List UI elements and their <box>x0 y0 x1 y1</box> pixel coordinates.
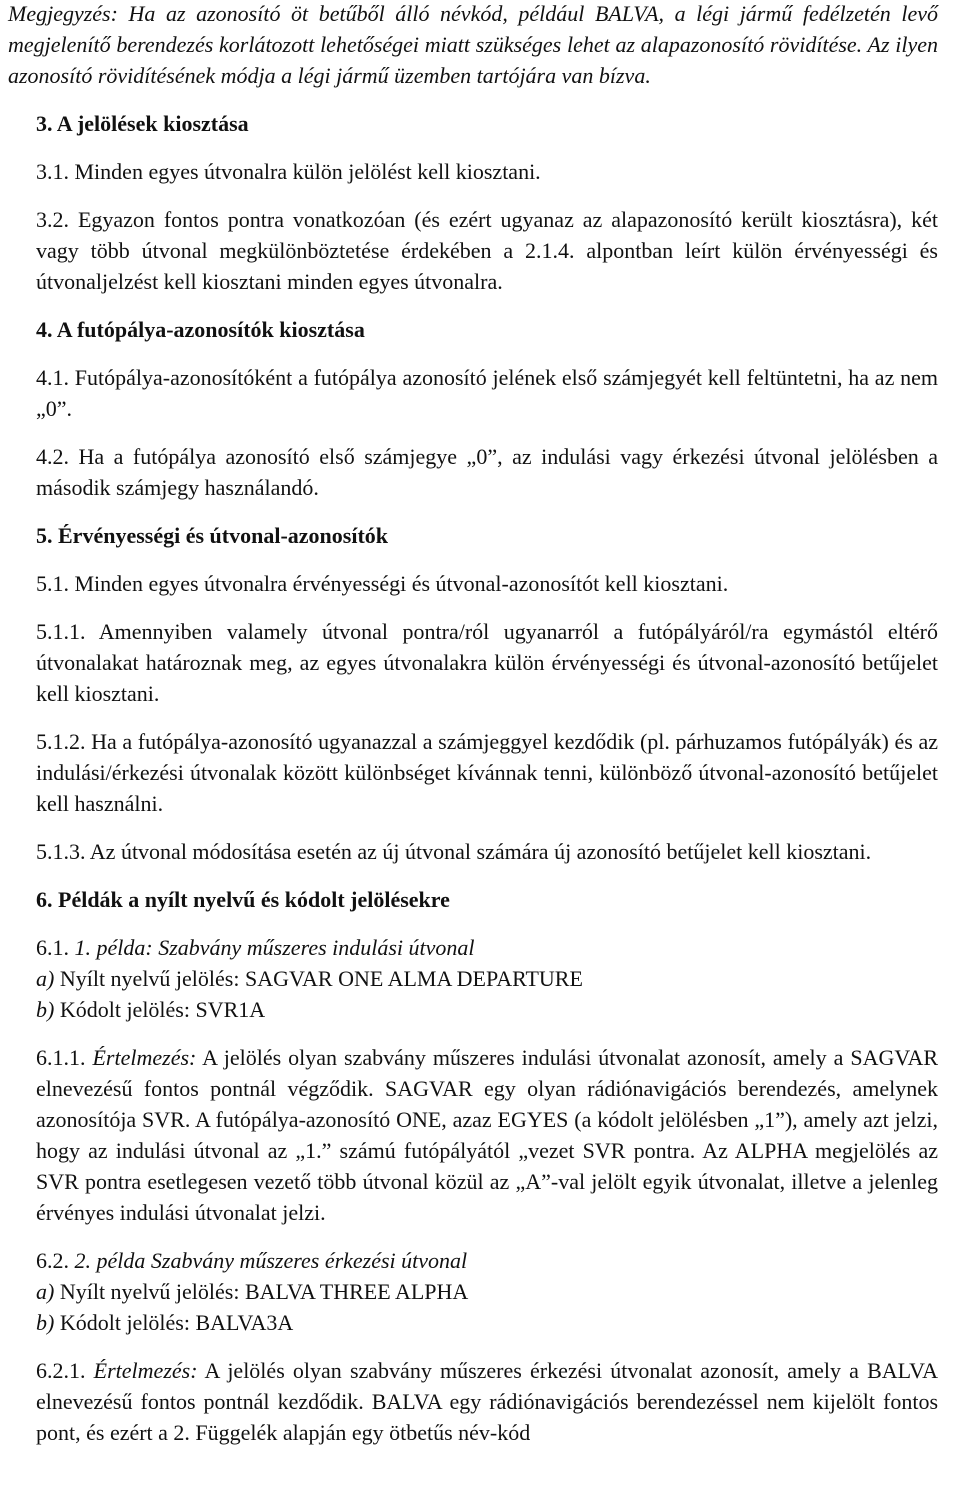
example-2-number: 6.2. <box>36 1248 75 1273</box>
example-2-block <box>8 1245 938 1338</box>
interpretation-6-2-1-label: Értelmezés: <box>93 1358 198 1383</box>
example-1-plain <box>36 963 938 994</box>
example-2-title <box>36 1245 938 1276</box>
paragraph-5-1-2: 5.1.2. Ha a futópálya-azonosító ugyanazzal a számjeggyel kezdődik (pl. párhuzamos futópályák) és az indulási/érkezési útvonalak között különbséget kívánnak tenni, különböző útvonal-azonosító betűjelet kell használni. <box>36 729 938 816</box>
paragraph-5-1-1: 5.1.1. Amennyiben valamely útvonal pontra/ról ugyanarról a futópályáról/ra egymástól eltérő útvonalakat határoznak meg, az egyes útvonalakra külön érvényességi és útvonal-azonosító betűjelet kell kiosztani. <box>36 619 938 706</box>
example-2-b-text: Kódolt jelölés: BALVA3A <box>54 1310 294 1335</box>
example-2-plain <box>36 1276 938 1307</box>
example-1-title-text: 1. példa: Szabvány műszeres indulási útvonal <box>74 935 475 960</box>
example-1-title <box>36 932 938 963</box>
interpretation-6-1-1-number: 6.1.1. <box>36 1045 93 1070</box>
example-1-b-label: b) <box>36 997 55 1022</box>
example-1-b-text: Kódolt jelölés: SVR1A <box>54 997 266 1022</box>
example-1-number: 6.1. <box>36 935 75 960</box>
section-4-heading: 4. A futópálya-azonosítók kiosztása <box>36 317 365 342</box>
section-3-heading: 3. A jelölések kiosztása <box>36 111 249 136</box>
example-1-coded <box>36 994 938 1025</box>
example-2-coded <box>36 1307 938 1338</box>
paragraph-5-1-3: 5.1.3. Az útvonal módosítása esetén az új útvonal számára új azonosító betűjelet kell kiosztani. <box>36 839 872 864</box>
example-2-a-label: a) <box>36 1279 55 1304</box>
section-5-heading: 5. Érvényességi és útvonal-azonosítók <box>36 523 388 548</box>
paragraph-3-1: 3.1. Minden egyes útvonalra külön jelölést kell kiosztani. <box>36 159 541 184</box>
interpretation-6-2-1-number: 6.2.1. <box>36 1358 94 1383</box>
interpretation-6-1-1-label: Értelmezés: <box>92 1045 197 1070</box>
example-1-a-label: a) <box>36 966 55 991</box>
example-2-b-label: b) <box>36 1310 55 1335</box>
interpretation-6-2-1-text: A jelölés olyan szabvány műszeres érkezési útvonalat azonosít, amely a BALVA elnevezésű fontos pontnál kezdődik. BALVA egy rádiónavigációs berendezéssel nem kijelölt fontos pont, és ezért a 2. Függelék alapján egy ötbetűs név-kód <box>36 1358 939 1445</box>
example-2-title-text: 2. példa Szabvány műszeres érkezési útvonal <box>74 1248 468 1273</box>
paragraph-4-2: 4.2. Ha a futópálya azonosító első számjegye „0”, az indulási vagy érkezési útvonal jelölésben a második számjegy használandó. <box>36 444 938 500</box>
example-2-a-text: Nyílt nyelvű jelölés: BALVA THREE ALPHA <box>54 1279 469 1304</box>
example-1-block <box>8 932 938 1025</box>
interpretation-6-1-1-text: A jelölés olyan szabvány műszeres indulási útvonalat azonosít, amely a SAGVAR elnevezésű fontos pontnál végződik. SAGVAR egy olyan rádiónavigációs berendezés, amelynek azonosítója SVR. A futópálya-azonosító ONE, azaz EGYES (a kódolt jelölésben „1”), amely azt jelzi, hogy az indulási útvonal az „1.” számú futópályától „vezet SVR pontra. Az ALPHA megjelölés az SVR pontra esetlegesen vezető több útvonal közül az „A”-val jelölt egyik útvonalat, illetve a jelenleg érvényes indulási útvonalat jelzi. <box>36 1045 939 1225</box>
paragraph-5-1: 5.1. Minden egyes útvonalra érvényességi és útvonal-azonosítót kell kiosztani. <box>36 571 729 596</box>
note-paragraph: Megjegyzés: Ha az azonosító öt betűből álló névkód, például BALVA, a légi jármű fedélzetén levő megjelenítő berendezés korlátozott lehetőségei miatt szükséges lehet az alapazonosító rövidítése. Az ilyen azonosító rövidítésének módja a légi jármű üzemben tartójára van bízva. <box>8 1 938 88</box>
section-6-heading: 6. Példák a nyílt nyelvű és kódolt jelölésekre <box>36 887 450 912</box>
example-1-a-text: Nyílt nyelvű jelölés: SAGVAR ONE ALMA DEPARTURE <box>54 966 583 991</box>
paragraph-4-1: 4.1. Futópálya-azonosítóként a futópálya azonosító jelének első számjegyét kell feltüntetni, ha az nem „0”. <box>36 365 938 421</box>
interpretation-6-1-1 <box>8 1042 938 1228</box>
interpretation-6-2-1 <box>8 1355 938 1448</box>
paragraph-3-2: 3.2. Egyazon fontos pontra vonatkozóan (és ezért ugyanaz az alapazonosító került kiosztásra), két vagy több útvonal megkülönböztetése érdekében a 2.1.4. alpontban leírt külön érvényességi és útvonaljelzést kell kiosztani minden egyes útvonalra. <box>36 207 938 294</box>
